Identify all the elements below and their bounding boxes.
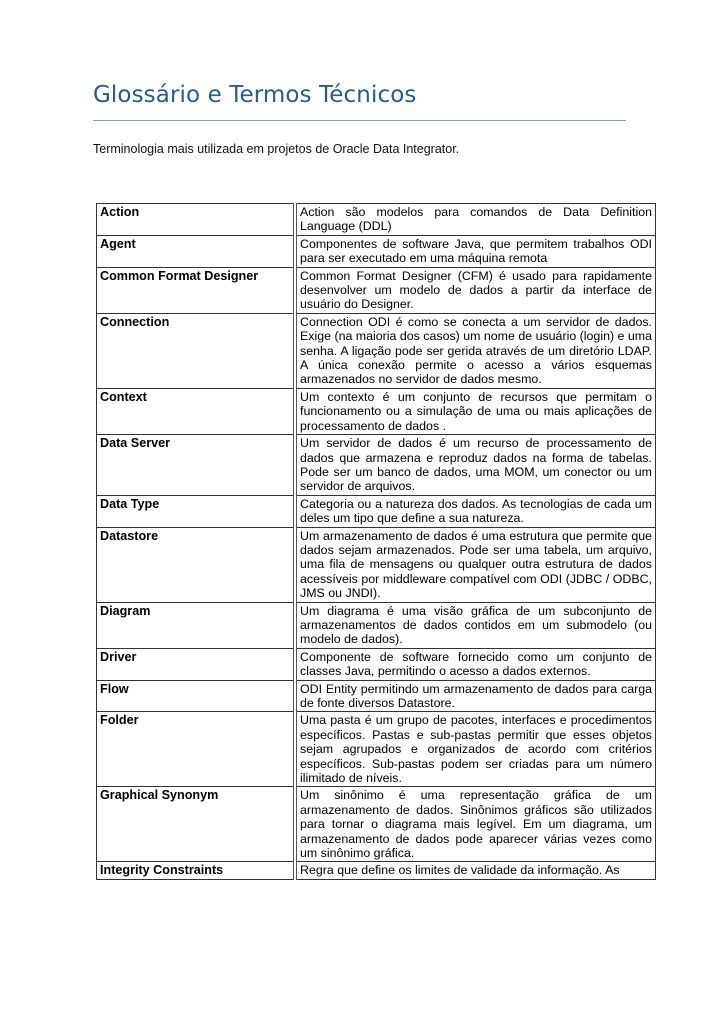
glossary-term: Connection bbox=[97, 313, 296, 388]
glossary-row bbox=[97, 712, 656, 787]
glossary-row bbox=[97, 648, 656, 680]
glossary-definition: Regra que define os limites de validade da informação. As bbox=[295, 862, 656, 879]
glossary-row bbox=[97, 235, 656, 267]
glossary-definition: Um sinônimo é uma representação gráfica de um armazenamento de dados. Sinônimos gráficos são utilizados para tornar o diagrama mais legível. Em um diagrama, um armazenamento de dados pode aparecer várias vezes como um sinônimo gráfica. bbox=[295, 787, 656, 862]
glossary-row bbox=[97, 602, 656, 648]
glossary-row bbox=[97, 527, 656, 602]
glossary-term: Context bbox=[97, 388, 296, 434]
glossary-row bbox=[97, 787, 656, 862]
glossary-row bbox=[97, 204, 656, 236]
glossary-table bbox=[96, 203, 656, 880]
glossary-term: Flow bbox=[97, 680, 296, 712]
glossary-term: Common Format Designer bbox=[97, 267, 296, 313]
glossary-definition: ODI Entity permitindo um armazenamento de dados para carga de fonte diversos Datastore. bbox=[295, 680, 656, 712]
title-rule bbox=[93, 120, 626, 121]
glossary-definition: Categoria ou a natureza dos dados. As tecnologias de cada um deles um tipo que define a sua natureza. bbox=[295, 495, 656, 527]
glossary-term: Agent bbox=[97, 235, 296, 267]
glossary-definition: Action são modelos para comandos de Data Definition Language (DDL) bbox=[295, 204, 656, 236]
glossary-definition: Connection ODI é como se conecta a um servidor de dados. Exige (na maioria dos casos) um nome de usuário (login) e uma senha. A ligação pode ser gerida através de um diretório LDAP. A única conexão permite o acesso a vários esquemas armazenados no servidor de dados mesmo. bbox=[295, 313, 656, 388]
glossary-term: Diagram bbox=[97, 602, 296, 648]
glossary-row bbox=[97, 680, 656, 712]
glossary-definition: Um contexto é um conjunto de recursos que permitam o funcionamento ou a simulação de uma ou mais aplicações de processamento de dados . bbox=[295, 388, 656, 434]
glossary-term: Graphical Synonym bbox=[97, 787, 296, 862]
glossary-definition: Um diagrama é uma visão gráfica de um subconjunto de armazenamentos de dados contidos em um submodelo (ou modelo de dados). bbox=[295, 602, 656, 648]
glossary-definition: Uma pasta é um grupo de pacotes, interfaces e procedimentos específicos. Pastas e sub-pastas permitir que esses objetos sejam agrupados e organizados de acordo com critérios específicos. Sub-pastas podem ser criadas para um número ilimitado de níveis. bbox=[295, 712, 656, 787]
glossary-definition: Um servidor de dados é um recurso de processamento de dados que armazena e reproduz dados na forma de tabelas. Pode ser um banco de dados, uma MOM, um conector ou um servidor de arquivos. bbox=[295, 435, 656, 496]
page-subtitle: Terminologia mais utilizada em projetos de Oracle Data Integrator. bbox=[93, 142, 460, 156]
glossary-row bbox=[97, 267, 656, 313]
glossary-row bbox=[97, 388, 656, 434]
glossary-row bbox=[97, 435, 656, 496]
glossary-term: Action bbox=[97, 204, 296, 236]
glossary-definition: Um armazenamento de dados é uma estrutura que permite que dados sejam armazenados. Pode ser uma tabela, um arquivo, uma fila de mensagens ou qualquer outra estrutura de dados acessíveis por middleware compatível com ODI (JDBC / ODBC, JMS ou JNDI). bbox=[295, 527, 656, 602]
glossary-term: Folder bbox=[97, 712, 296, 787]
glossary-term: Integrity Constraints bbox=[97, 862, 296, 879]
glossary-term: Datastore bbox=[97, 527, 296, 602]
glossary-definition: Common Format Designer (CFM) é usado para rapidamente desenvolver um modelo de dados a partir da interface de usuário do Designer. bbox=[295, 267, 656, 313]
glossary-row bbox=[97, 313, 656, 388]
glossary-term: Data Server bbox=[97, 435, 296, 496]
glossary-definition: Componente de software fornecido como um conjunto de classes Java, permitindo o acesso a dados externos. bbox=[295, 648, 656, 680]
glossary-term: Data Type bbox=[97, 495, 296, 527]
page-title: Glossário e Termos Técnicos bbox=[93, 82, 417, 108]
glossary-row bbox=[97, 495, 656, 527]
glossary-definition: Componentes de software Java, que permitem trabalhos ODI para ser executado em uma máquina remota bbox=[295, 235, 656, 267]
glossary-term: Driver bbox=[97, 648, 296, 680]
glossary-row bbox=[97, 862, 656, 879]
